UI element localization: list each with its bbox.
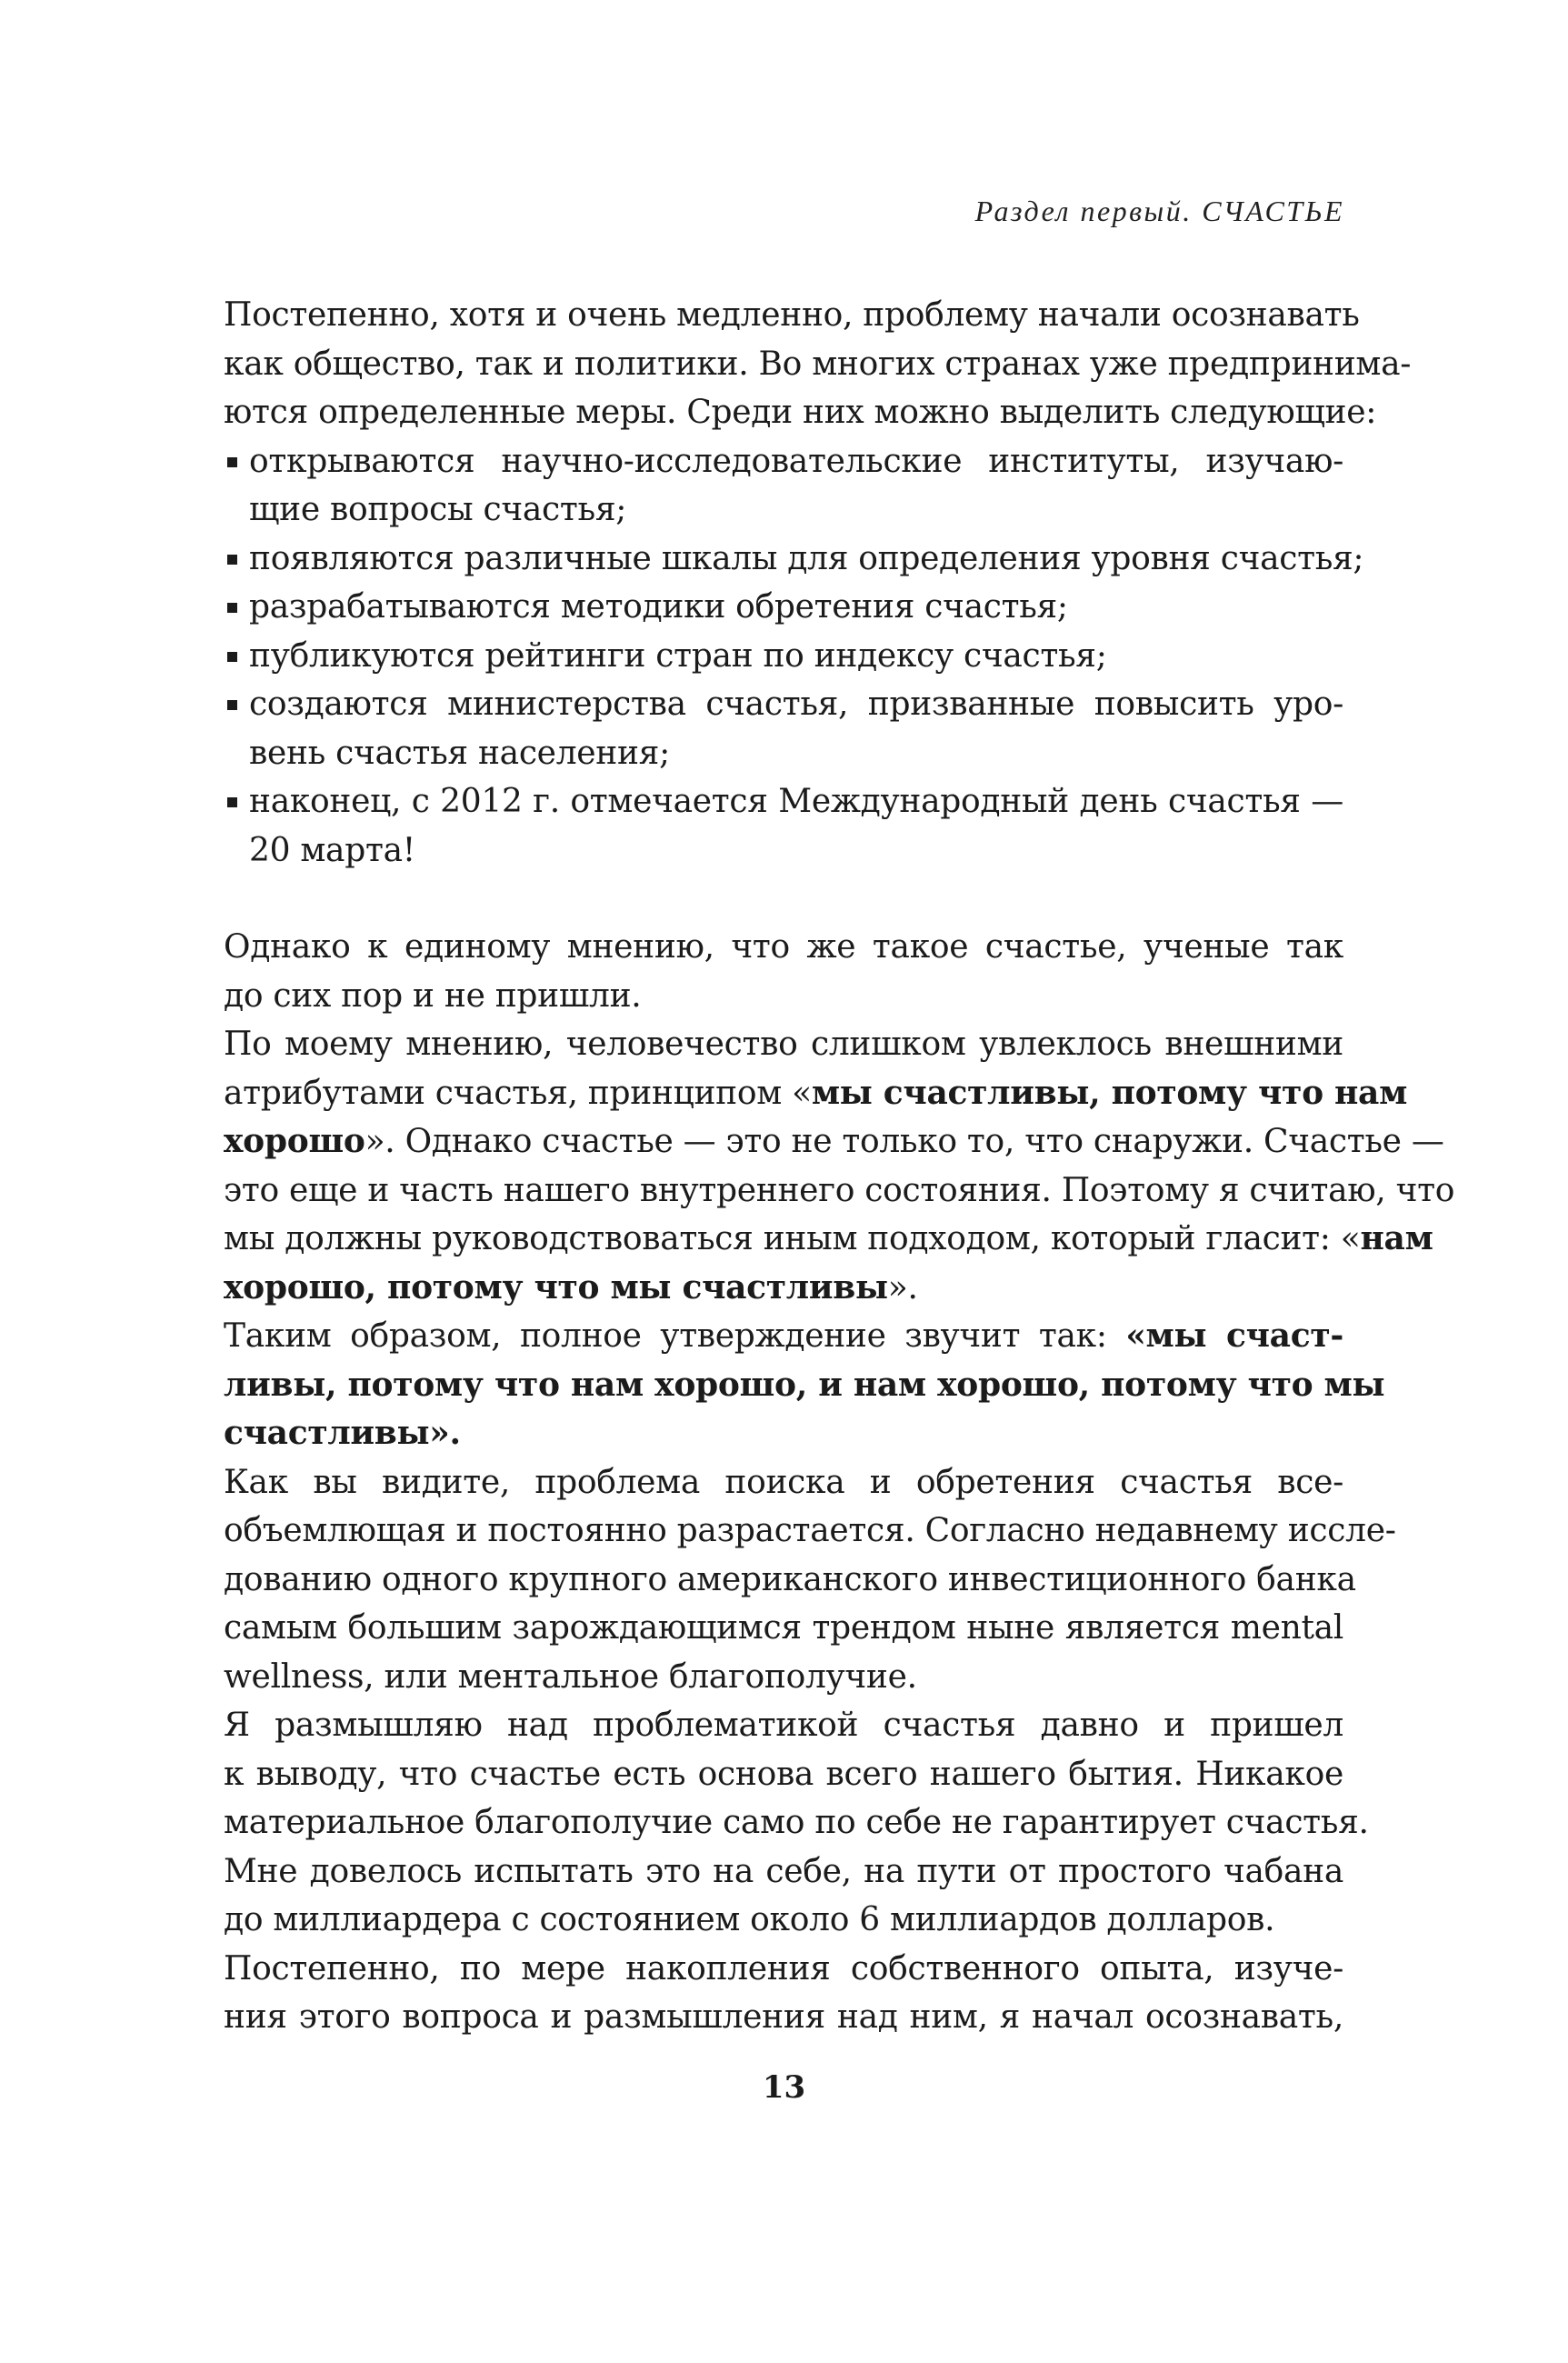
text-line: Я размышляю над проблематикой счастья давно и пришел <box>224 1707 1343 1744</box>
text-line: до сих пор и не пришли. <box>224 976 642 1015</box>
bullet-square-icon <box>227 700 237 710</box>
text-line: самым большим зарождающимся трендом ныне является mental <box>224 1609 1343 1647</box>
bullet-square-icon <box>227 652 237 662</box>
text-line: хорошо, потому что мы счастливы». <box>224 1267 918 1307</box>
bullet-square-icon <box>227 797 237 807</box>
text-line: это еще и часть нашего внутреннего состояния. Поэтому я считаю, что <box>224 1171 1455 1209</box>
text-line: наконец, с 2012 г. отмечается Международный день счастья — <box>249 783 1343 820</box>
text-line: появляются различные шкалы для определения уровня счастья; <box>249 539 1364 577</box>
text-line: создаются министерства счастья, призванные повысить уро- <box>249 686 1343 723</box>
text-line: По моему мнению, человечество слишком увлеклось внешними <box>224 1026 1343 1063</box>
text-line: 20 марта! <box>249 831 415 869</box>
text-line: хорошо». Однако счастье — это не только то, что снаружи. Счастье — <box>224 1122 1444 1160</box>
text-line: публикуются рейтинги стран по индексу счастья; <box>249 636 1107 675</box>
paragraph-intro <box>224 291 1412 437</box>
text-line: к выводу, что счастье есть основа всего нашего бытия. Никакое <box>224 1755 1343 1793</box>
list-item <box>224 632 1343 681</box>
page-body <box>224 291 1455 2042</box>
text-line: ния этого вопроса и размышления над ним, я начал осознавать, <box>224 1998 1343 2036</box>
bullet-square-icon <box>227 457 237 467</box>
text-line: до миллиардера с состоянием около 6 миллиардов долларов. <box>224 1901 1275 1938</box>
text-line: разрабатываются методики обретения счастья; <box>249 588 1068 626</box>
paragraph <box>224 1020 1455 1312</box>
text-line: вень счастья населения; <box>249 734 670 772</box>
text-line: счастливы». <box>224 1414 461 1452</box>
text-line: щие вопросы счастья; <box>249 491 627 528</box>
text-line: материальное благополучие само по себе не гарантирует счастья. <box>224 1804 1369 1841</box>
list-item <box>224 535 1364 584</box>
text-line: ливы, потому что нам хорошо, и нам хорошо, потому что мы <box>224 1365 1385 1404</box>
text-line: атрибутами счастья, принципом «мы счастливы, потому что нам <box>224 1073 1408 1112</box>
bullet-square-icon <box>227 603 237 613</box>
text-line: Мне довелось испытать это на себе, на пути от простого чабана <box>224 1852 1343 1890</box>
text-line: открываются научно-исследовательские институты, изучаю- <box>249 442 1343 480</box>
paragraph <box>224 923 1343 1020</box>
paragraph <box>224 1701 1369 1945</box>
list-item <box>224 777 1343 875</box>
text-line: Постепенно, хотя и очень медленно, проблему начали осознавать <box>224 296 1360 334</box>
bullet-square-icon <box>227 555 237 565</box>
section-gap <box>224 875 1343 923</box>
text-line: объемлющая и постоянно разрастается. Согласно недавнему иссле- <box>224 1512 1396 1549</box>
list-item <box>224 680 1343 777</box>
paragraph <box>224 1458 1396 1702</box>
text-line: как общество, так и политики. Во многих странах уже предпринима- <box>224 345 1412 383</box>
list-item <box>224 437 1343 535</box>
bullet-list <box>224 437 1364 876</box>
list-item <box>224 583 1343 632</box>
text-line: мы должны руководствоваться иным подходом, который гласит: «нам <box>224 1219 1433 1257</box>
text-line: Однако к единому мнению, что же такое счастье, ученые так <box>224 928 1343 966</box>
running-head: Раздел первый. СЧАСТЬЕ <box>974 195 1344 227</box>
text-line: wellness, или ментальное благополучие. <box>224 1657 917 1696</box>
page-number: 13 <box>762 2069 806 2106</box>
paragraph <box>224 1312 1385 1458</box>
text-line: дованию одного крупного американского инвестиционного банка <box>224 1560 1356 1598</box>
text-line: Таким образом, полное утверждение звучит так: «мы счаст- <box>224 1317 1343 1355</box>
text-line: Как вы видите, проблема поиска и обретения счастья все- <box>224 1463 1343 1501</box>
text-line: ются определенные меры. Среди них можно выделить следующие: <box>224 394 1377 431</box>
paragraph <box>224 1945 1343 2042</box>
text-line: Постепенно, по мере накопления собственного опыта, изуче- <box>224 1949 1343 1988</box>
